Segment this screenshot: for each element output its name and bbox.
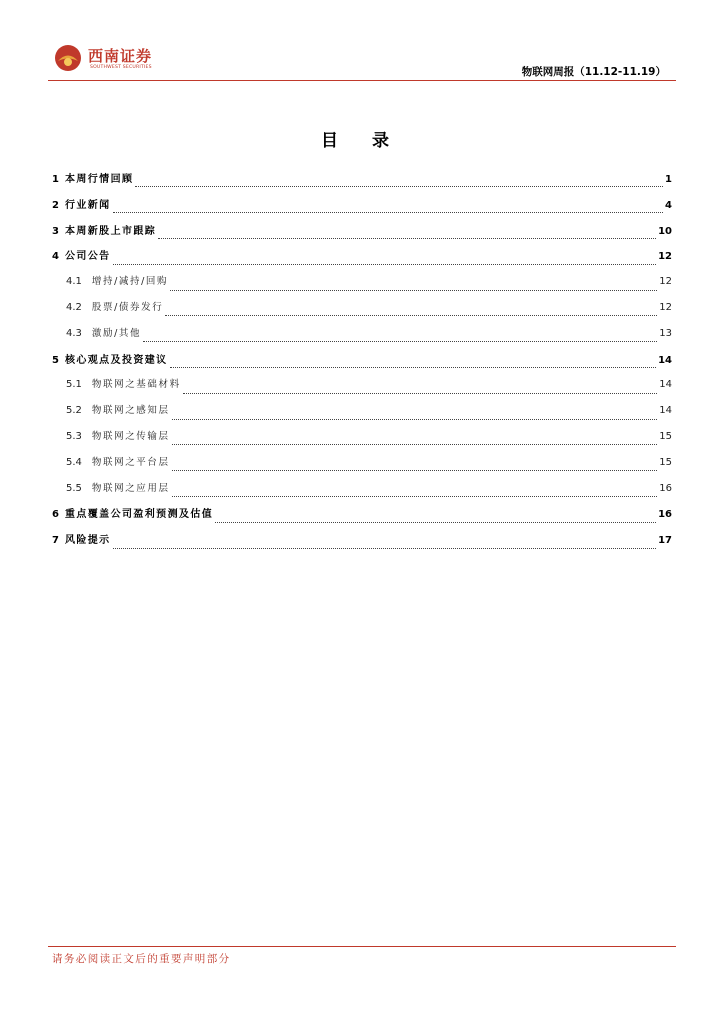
toc-entry[interactable] (52, 196, 672, 222)
toc-dot-leader (172, 444, 658, 445)
toc-dot-leader (135, 186, 663, 187)
toc-entry-title: 核心观点及投资建议 (64, 354, 168, 366)
toc-entry-title: 物联网之传输层 (91, 430, 170, 442)
toc-entry-number: 4.3 (66, 327, 82, 339)
toc-dot-leader (215, 522, 656, 523)
toc-entry[interactable] (52, 505, 672, 531)
toc-entry-title: 行业新闻 (64, 199, 111, 211)
toc-entry-number: 4 (52, 251, 59, 263)
toc-entry-number: 5.2 (66, 405, 82, 417)
toc-entry-number: 1 (52, 174, 59, 185)
toc-entry-title: 激励/其他 (91, 327, 142, 339)
toc-entry-page: 15 (659, 456, 672, 468)
toc-entry[interactable] (52, 273, 672, 299)
toc-entry-page: 4 (665, 199, 672, 211)
toc-entry-number: 5.4 (66, 456, 82, 468)
toc-entry-page: 14 (658, 354, 672, 366)
toc-entry-page: 16 (659, 482, 672, 494)
toc-dot-leader (143, 341, 657, 342)
header-divider (48, 80, 676, 81)
toc-entry[interactable] (52, 376, 672, 402)
toc-entry-title: 物联网之感知层 (91, 405, 170, 417)
toc-dot-leader (113, 264, 657, 265)
toc-entry-title: 本周新股上市跟踪 (64, 225, 157, 237)
logo-wordmark-cn: 西南证券 (88, 47, 153, 65)
toc-entry-page: 13 (659, 327, 672, 339)
page-header (48, 40, 676, 82)
toc-entry-title: 增持/减持/回购 (91, 276, 169, 288)
footer-divider (48, 946, 676, 947)
toc-entry[interactable] (52, 454, 672, 480)
toc-entry-page: 12 (659, 301, 672, 313)
toc-entry-page: 14 (659, 379, 672, 391)
toc-entry-title: 物联网之基础材料 (91, 379, 181, 391)
toc-entry[interactable] (52, 222, 672, 248)
toc-entry-page: 15 (659, 430, 672, 442)
toc-entry-title: 股票/债券发行 (91, 301, 164, 313)
toc-entry-number: 2 (52, 199, 59, 211)
toc-entry-title: 公司公告 (64, 251, 111, 263)
toc-dot-leader (183, 393, 658, 394)
toc-heading: 目 录 (321, 131, 403, 151)
company-logo-icon (54, 44, 82, 72)
toc-entry[interactable] (52, 247, 672, 273)
toc-dot-leader (170, 367, 657, 368)
toc-entry[interactable] (52, 170, 672, 196)
toc-entry-page: 17 (658, 535, 672, 547)
toc-entry[interactable] (52, 402, 672, 428)
toc-entry-number: 5.5 (66, 482, 82, 494)
toc-entry[interactable] (52, 480, 672, 506)
toc-dot-leader (158, 238, 656, 239)
toc-entry-page: 10 (658, 225, 672, 237)
toc-entry[interactable] (52, 428, 672, 454)
toc-dot-leader (113, 212, 663, 213)
toc-entry-page: 12 (659, 276, 672, 288)
footer-disclaimer: 请务必阅读正文后的重要声明部分 (52, 953, 231, 965)
toc-entry-number: 4.2 (66, 301, 82, 313)
toc-entry-title: 物联网之平台层 (91, 456, 170, 468)
toc-dot-leader (113, 548, 657, 549)
logo-wordmark-en: SOUTHWEST SECURITIES (90, 65, 152, 70)
toc-dot-leader (165, 315, 657, 316)
toc-entry-page: 14 (659, 405, 672, 417)
toc-entry[interactable] (52, 351, 672, 377)
toc-dot-leader (170, 290, 657, 291)
toc-entry-title: 重点覆盖公司盈利预测及估值 (64, 509, 214, 521)
toc-entry-title: 物联网之应用层 (91, 482, 170, 494)
toc-dot-leader (172, 496, 658, 497)
toc-entry[interactable] (52, 299, 672, 325)
toc-entry-title: 本周行情回顾 (64, 174, 134, 185)
toc-dot-leader (172, 419, 658, 420)
toc-entry-number: 4.1 (66, 276, 82, 288)
toc-entry-title: 风险提示 (64, 535, 111, 547)
toc-entry-number: 3 (52, 225, 59, 237)
toc-entry-number: 7 (52, 535, 59, 547)
toc-entry-number: 5.1 (66, 379, 82, 391)
toc-entry-number: 5.3 (66, 430, 82, 442)
report-title: 物联网周报（11.12-11.19） (521, 66, 666, 78)
toc-entry[interactable] (52, 531, 672, 557)
toc-entry[interactable] (52, 325, 672, 351)
table-of-contents (52, 170, 672, 557)
toc-entry-page: 1 (665, 174, 672, 185)
toc-entry-page: 16 (658, 509, 672, 521)
toc-dot-leader (172, 470, 658, 471)
toc-entry-number: 5 (52, 354, 59, 366)
toc-entry-number: 6 (52, 509, 59, 521)
toc-entry-page: 12 (658, 251, 672, 263)
